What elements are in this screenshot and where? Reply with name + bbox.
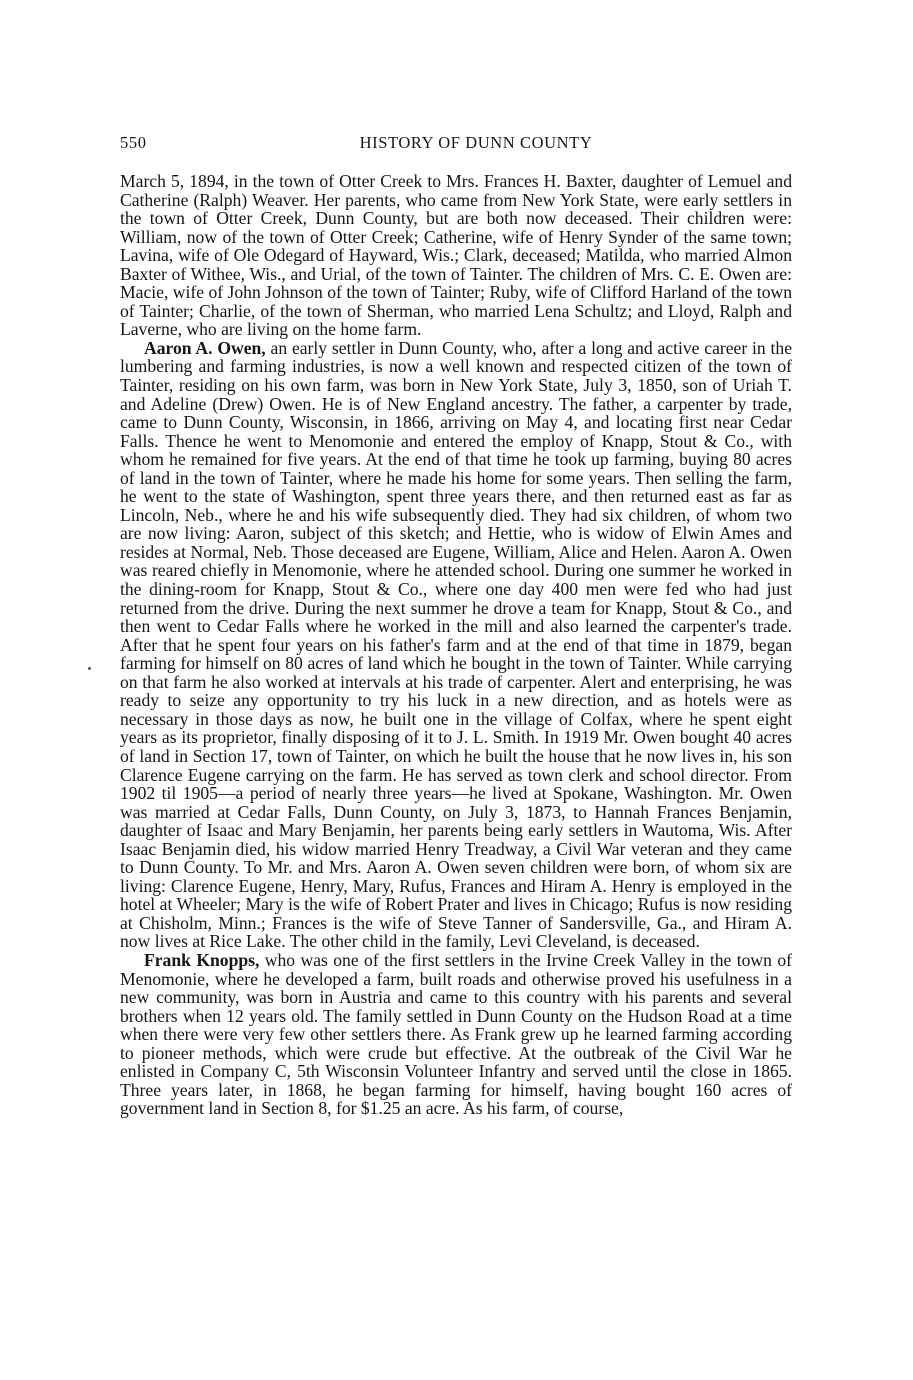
stray-ink-dot bbox=[88, 667, 91, 670]
paragraph-text: who was one of the first settlers in the Irvine Creek Valley in the town of Menomonie, where he developed a farm, built roads and otherwise proved his usefulness in a new community, was born in Austria and came to this country with his parents and several brothers when 12 years old. The family settled in Dunn County on the Hudson Road at a time when there were very few other settlers there. As Frank grew up he learned farming according to pioneer methods, which were crude but effective. At the outbreak of the Civil War he enlisted in Company C, 5th Wisconsin Volunteer Infantry and served until the close in 1865. Three years later, in 1868, he began farming for himself, having bought 160 acres of government land in Section 8, for $1.25 an acre. As his farm, of course, bbox=[120, 949, 792, 1119]
running-title: HISTORY OF DUNN COUNTY bbox=[359, 133, 593, 152]
paragraph-continuation bbox=[120, 172, 792, 339]
paragraph-text: an early settler in Dunn County, who, after a long and active career in the lumbering and farming industries, is now a well known and respected citizen of the town of Tainter, residing on his own farm, was born in New York State, July 3, 1850, son of Uriah T. and Adeline (Drew) Owen. He is of New England ancestry. The father, a carpenter by trade, came to Dunn County, Wisconsin, in 1866, arriving on May 4, and locating first near Cedar Falls. Thence he went to Menomonie and entered the employ of Knapp, Stout & Co., with whom he remained for five years. At the end of that time he took up farming, buying 80 acres of land in the town of Tainter, where he made his home for some years. Then selling the farm, he went to the state of Washington, spent three years there, and then returned east as far as Lincoln, Neb., where he and his wife subsequently died. They had six children, of whom two are now living: Aaron, subject of this sketch; and Hettie, who is widow of Elwin Ames and resides at Normal, Neb. Those deceased are Eugene, William, Alice and Helen. Aaron A. Owen was reared chiefly in Menomonie, where he attended school. During one summer he worked in the dining-room for Knapp, Stout & Co., where one day 400 men were fed who had just returned from the drive. During the next summer he drove a team for Knapp, Stout & Co., and then went to Cedar Falls where he worked in the mill and also learned the carpenter's trade. After that he spent four years on his father's farm and at the end of that time in 1879, began farming for himself on 80 acres of land which he bought in the town of Tainter. While carrying on that farm he also worked at intervals at his trade of carpenter. Alert and enterprising, he was ready to seize any opportunity to try his luck in a new direction, and as hotels were as necessary in those days as now, he built one in the village of Colfax, where he spent eight years as its proprietor, finally disposing of it to J. L. Smith. In 1919 Mr. Owen bought 40 acres of land in Section 17, town of Tainter, on which he built the house that he now lives in, his son Clarence Eugene carrying on the farm. He has served as town clerk and school director. From 1902 til 1905—a period of nearly three years—he lived at Spokane, Washington. Mr. Owen was married at Cedar Falls, Dunn County, on July 3, 1873, to Hannah Frances Benjamin, daughter of Isaac and Mary Benjamin, her parents being early settlers in Wautoma, Wis. After Isaac Benjamin died, his widow married Henry Treadway, a Civil War veteran and they came to Dunn County. To Mr. and Mrs. Aaron A. Owen seven children were born, of whom six are living: Clarence Eugene, Henry, Mary, Rufus, Frances and Hiram A. Henry is employed in the hotel at Wheeler; Mary is the wife of Robert Prater and lives in Chicago; Rufus is now residing at Chisholm, Minn.; Frances is the wife of Steve Tanner of Sandersville, Ga., and Hiram A. now lives at Rice Lake. The other child in the family, Levi Cleveland, is deceased. bbox=[120, 337, 793, 952]
running-header bbox=[120, 133, 792, 157]
page-number: 550 bbox=[120, 133, 147, 152]
biography-name: Frank Knopps, bbox=[144, 949, 260, 970]
paragraph-aaron-owen bbox=[120, 339, 792, 951]
paragraph-text: March 5, 1894, in the town of Otter Creek to Mrs. Frances H. Baxter, daughter of Lemuel and Catherine (Ralph) Weaver. Her parents, who came from New York State, were early settlers in the town of Otter Creek, Dunn County, but are both now deceased. Their children were: William, now of the town of Otter Creek; Catherine, wife of Henry Synder of the same town; Lavina, wife of Ole Odegard of Hayward, Wis.; Clark, deceased; Matilda, who married Almon Baxter of Withee, Wis., and Urial, of the town of Tainter. The children of Mrs. C. E. Owen are: Macie, wife of John Johnson of the town of Tainter; Ruby, wife of Clifford Harland of the town of Tainter; Charlie, of the town of Sherman, who married Lena Schultz; and Lloyd, Ralph and Laverne, who are living on the home farm. bbox=[120, 171, 792, 340]
paragraph-frank-knopps bbox=[120, 951, 792, 1118]
biography-name: Aaron A. Owen, bbox=[144, 337, 266, 358]
page-body bbox=[120, 172, 792, 1118]
